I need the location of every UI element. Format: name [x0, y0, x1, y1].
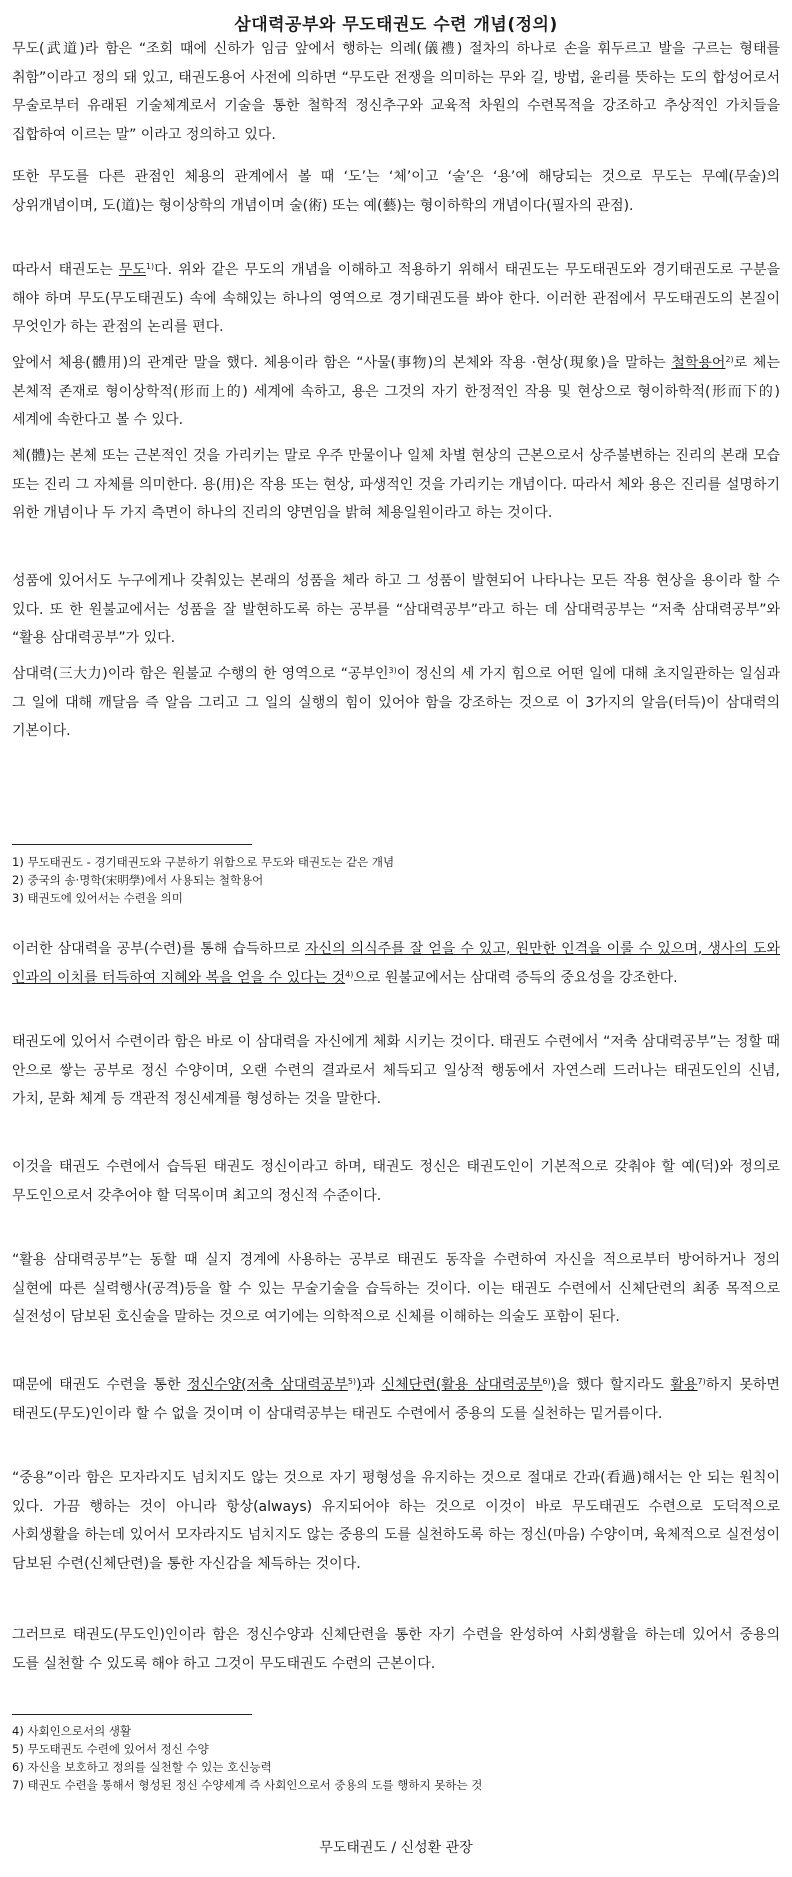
underlined-text: ) — [550, 1377, 557, 1393]
text-run: 체(體)는 본체 또는 근본적인 것을 가리키는 말로 우주 만물이나 일체 차별 현상의 근본으로서 상주불변하는 진리의 본래 모습 또는 진리 그 자체를 의미한다. 용(用)은 작용 또는 현상, 파생적인 것을 가리키는 개념이다. 따라서 체와 용은 진리를 설명하기 위한 개념이나 두 가지 측면이 하나의 진리의 양면임을 밝혀 체용일원이라고 하는 것이다. — [12, 448, 780, 521]
text-run: 그러므로 태권도(무도인)인이라 함은 정신수양과 신체단련을 통한 자기 수련을 완성하여 사회생활을 하는데 있어서 중용의 도를 실천할 수 있도록 해야 하고 그것이 무도태권도 수련의 근본이다. — [12, 1627, 780, 1672]
footnote-ref: 4) — [345, 969, 354, 979]
underlined-text: 정신수양(저축 삼대력공부 — [187, 1377, 348, 1393]
paragraph — [12, 163, 780, 220]
footnote: 4) 사회인으로서의 생활 — [12, 1724, 132, 1738]
footnote: 1) 무도태권도 - 경기태권도와 구분하기 위함으로 무도와 태권도는 같은 개념 — [12, 855, 395, 869]
footnote: 6) 자신을 보호하고 정의를 실천할 수 있는 호신능력 — [12, 1760, 272, 1774]
text-run: 앞에서 체용(體用)의 관계란 말을 했다. 체용이라 함은 “사물(事物)의 본체와 작용 ·현상(現象)을 말하는 — [12, 355, 672, 371]
text-run: 이것을 태권도 수련에서 습득된 태권도 정신이라고 하며, 태권도 정신은 태권도인이 기본적으로 갖춰야 할 예(덕)와 정의로 무도인으로서 갖추어야 할 덕목이며 최고의 정신적 수준이다. — [12, 1159, 780, 1204]
text-run: 이러한 삼대력을 공부(수련)를 통해 습득하므로 — [12, 941, 306, 957]
paragraph — [12, 1153, 780, 1210]
footnote-divider — [12, 1714, 252, 1715]
paragraph — [12, 567, 780, 653]
underlined-text: 철학용어 — [671, 355, 726, 371]
underlined-text: 활용 — [670, 1377, 698, 1393]
text-run: 하지 못하면 태권도(무도)인이라 할 수 없을 것이며 이 삼대력공부는 태권도 수련에서 중용의 도를 실천하는 밑거름이다. — [12, 1377, 780, 1422]
footnote-ref: 2) — [725, 355, 734, 364]
paragraph — [12, 1246, 780, 1332]
paragraph — [12, 1621, 780, 1678]
paragraph — [12, 935, 780, 992]
page-title: 삼대력공부와 무도태권도 수련 개념(정의) — [234, 15, 558, 35]
text-run: 을 했다 할지라도 — [556, 1377, 671, 1393]
text-run: 삼대력(三大力)이라 함은 원불교 수행의 한 영역으로 “공부인 — [12, 666, 389, 682]
paragraph — [12, 660, 780, 746]
paragraph — [12, 1464, 780, 1578]
footnote: 2) 중국의 송·명학(宋明學)에서 사용되는 철학용어 — [12, 873, 264, 887]
paragraph — [12, 1371, 780, 1428]
text-run: 때문에 태권도 수련을 통한 — [12, 1377, 188, 1393]
footnote-divider — [12, 844, 252, 845]
paragraph — [12, 1028, 780, 1114]
paragraph — [12, 442, 780, 528]
text-run: 과 — [361, 1377, 382, 1393]
underlined-text: 신체단련(활용 삼대력공부 — [381, 1377, 543, 1393]
text-run: 으로 원불교에서는 삼대력 증득의 중요성을 강조한다. — [353, 969, 678, 986]
text-run: 무도(武道)라 함은 “조회 때에 신하가 임금 앞에서 행하는 의례(儀禮) 절차의 하나로 손을 휘두르고 발을 구르는 형태를 취함”이라고 정의 돼 있고, 태권도용어 사전에 의하면 “무도란 전쟁을 의미하는 무와 길, 방법, 윤리를 뜻하는 도의 합성어로서 무술로부터 유래된 기술체계로서 기술을 통한 철학적 정신추구와 교육적 차원의 수련목적을 강조하고 추상적인 가치들을 집합하여 이르는 말” 이라고 정의하고 있다. — [12, 41, 780, 143]
text-run: 다. 위와 같은 무도의 개념을 이해하고 적용하기 위해서 태권도는 무도태권도와 경기태권도로 구분을 해야 하며 무도(무도태권도) 속에 속해있는 하나의 영역으로 경기태권도를 봐야 한다. 이러한 관점에서 무도태권도의 본질이 무엇인가 하는 관점의 논리를 편다. — [12, 262, 780, 335]
text-run: 따라서 태권도는 — [12, 262, 119, 278]
underlined-text: 자신의 의식주를 잘 얻을 수 있고, 원만한 인격을 이룰 수 있으며, 생사의 도와 인과의 이치를 터득하여 지혜와 복을 얻을 수 있다는 것 — [12, 941, 780, 986]
text-run: 성품에 있어서도 누구에게나 갖춰있는 본래의 성품을 체라 하고 그 성품이 발현되어 나타나는 모든 작용 현상을 용이라 할 수 있다. 또 한 원불교에서는 성품을 잘 발현하도록 하는 공부를 “삼대력공부”라고 하는 데 삼대력공부는 “저축 삼대력공부”와 “활용 삼대력공부”가 있다. — [12, 573, 780, 646]
text-run: 태권도에 있어서 수련이라 함은 바로 이 삼대력을 자신에게 체화 시키는 것이다. 태권도 수련에서 “저축 삼대력공부”는 정할 때 안으로 쌓는 공부로 정신 수양이며, 오랜 수련의 결과로서 체득되고 일상적 행동에서 자연스레 드러나는 태권도인의 신념, 가치, 문화 체계 등 객관적 정신세계를 형성하는 것을 말한다. — [12, 1034, 780, 1107]
underlined-text: ) — [356, 1377, 362, 1393]
footnote-ref: 7) — [697, 1377, 706, 1386]
footnote: 5) 무도태권도 수련에 있어서 정신 수양 — [12, 1742, 209, 1756]
paragraph — [12, 349, 780, 435]
text-run: 또한 무도를 다른 관점인 체용의 관계에서 볼 때 ‘도’는 ‘체’이고 ‘술’은 ‘용’에 해당되는 것으로 무도는 무예(무술)의 상위개념이며, 도(道)는 형이상학의 개념이며 술(術) 또는 예(藝)는 형이하학의 개념이다(필자의 관점). — [12, 169, 780, 214]
footnote-ref: 5) — [347, 1377, 357, 1386]
footnote: 7) 태권도 수련을 통해서 형성된 정신 수양세계 즉 사회인으로서 중용의 도를 행하지 못하는 것 — [12, 1778, 483, 1792]
author-signature: 무도태권도 / 신성환 관장 — [319, 1840, 473, 1856]
footnote-ref: 1) — [145, 262, 155, 271]
footnote: 3) 태권도에 있어서는 수련을 의미 — [12, 891, 183, 905]
text-run: “중용”이라 함은 모자라지도 넘치지도 않는 것으로 자기 평형성을 유지하는 것으로 절대로 간과(看過)해서는 안 되는 원칙이 있다. 가끔 행하는 것이 아니라 항상(always) 유지되어야 하는 것으로 이것이 바로 무도태권도 수련으로 도덕적으로 사회생활을 하는데 있어서 모자라지도 넘치지도 않는 중용의 도를 실천하도록 하는 정신(마음) 수양이며, 육체적으로 실전성이 담보된 수련(신체단련)을 통한 자신감을 체득하는 것이다. — [12, 1470, 780, 1572]
text-run: 로 체는 본체적 존재로 형이상학적(形而上的) 세계에 속하고, 용은 그것의 자기 한정적인 작용 및 현상으로 형이하학적(形而下的) 세계에 속한다고 볼 수 있다. — [12, 355, 780, 428]
underlined-text: 무도 — [118, 262, 146, 278]
text-run: “활용 삼대력공부”는 동할 때 실지 경계에 사용하는 공부로 태권도 동작을 수련하여 자신을 적으로부터 방어하거나 정의 실현에 따른 실력행사(공격)등을 할 수 있는 무술기술을 습득하는 것이다. 이는 태권도 수련에서 신체단련의 최종 목적으로 실전성이 담보된 호신술을 말하는 것으로 여기에는 의학적으로 신체를 이해하는 의술도 포함이 된다. — [12, 1252, 780, 1325]
footnote-ref: 3) — [388, 666, 397, 675]
paragraph — [12, 256, 780, 342]
footnote-ref: 6) — [542, 1377, 551, 1386]
paragraph — [12, 35, 780, 149]
text-run: 이 정신의 세 가지 힘으로 어떤 일에 대해 초지일관하는 일심과 그 일에 대해 깨달음 즉 알음 그리고 그 일의 실행의 힘이 있어야 함을 강조하는 것으로 이 3가지의 알음(터득)이 삼대력의 기본이다. — [12, 666, 780, 739]
